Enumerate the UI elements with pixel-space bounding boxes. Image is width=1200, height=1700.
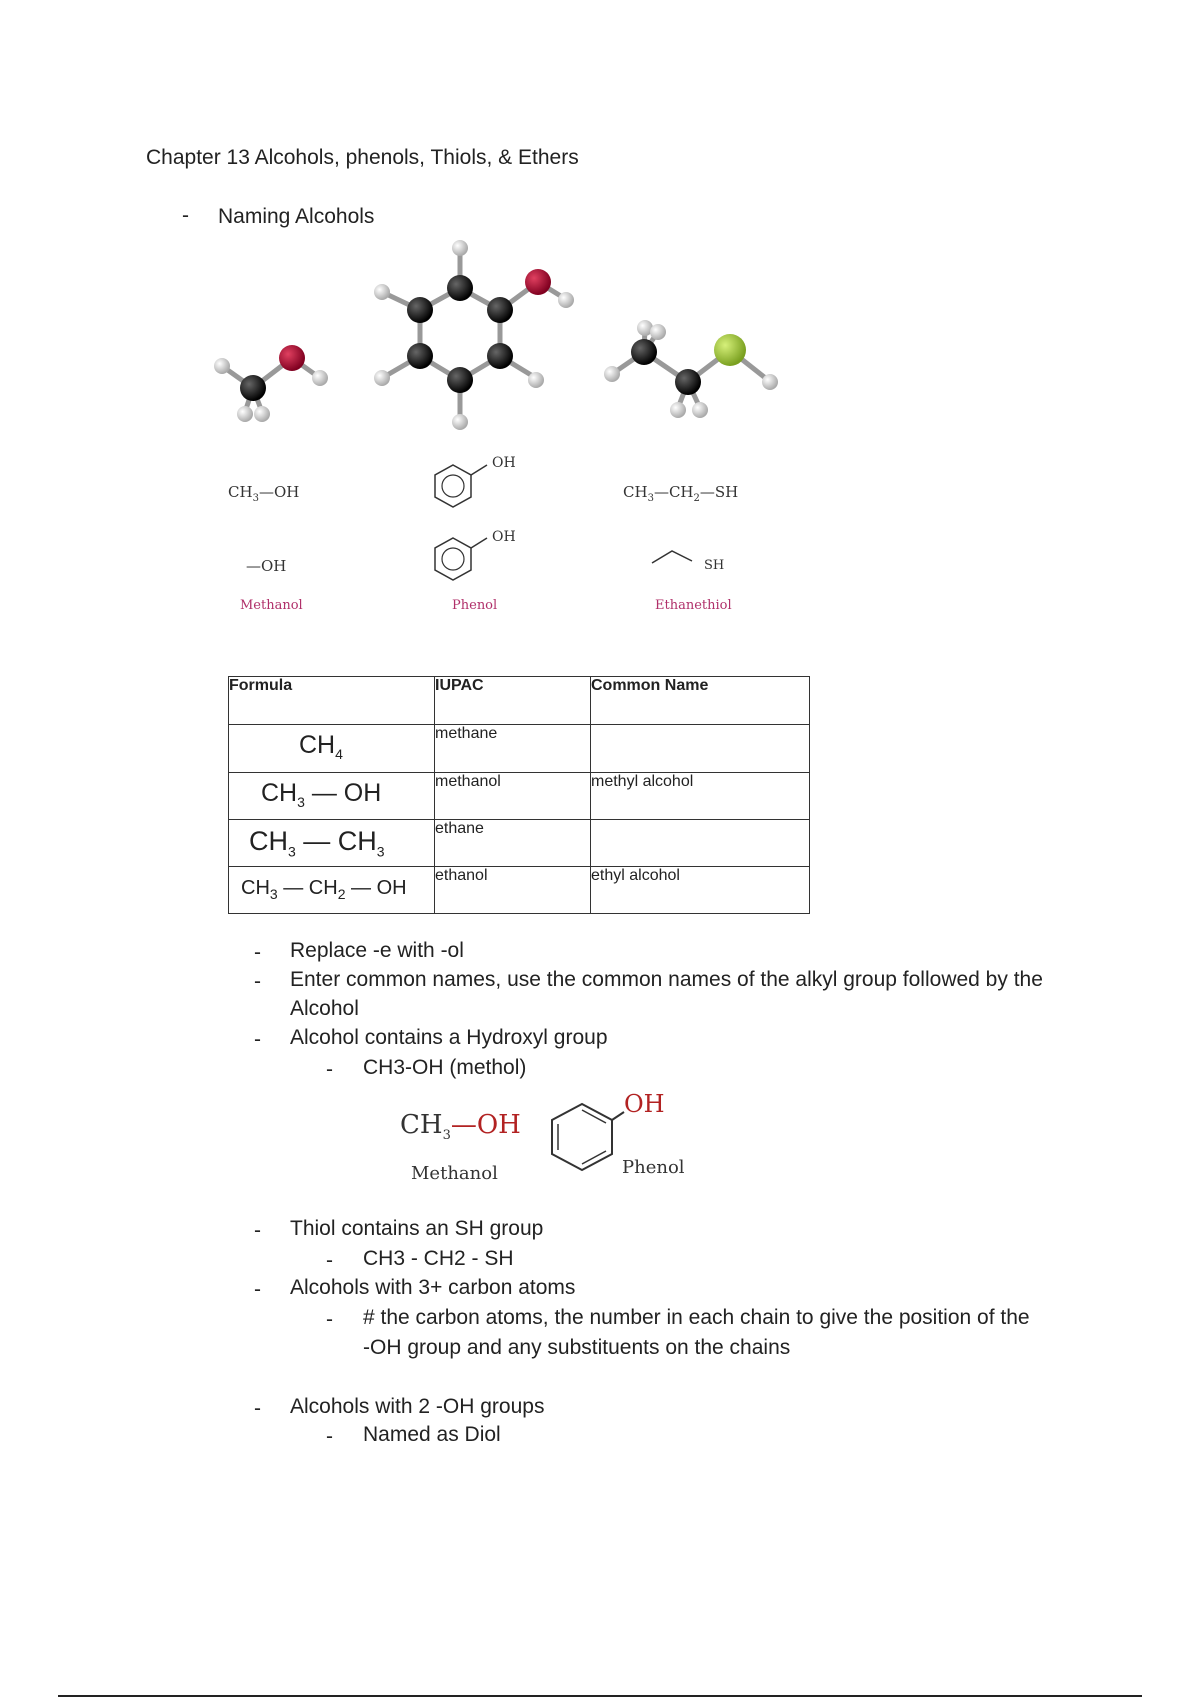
oxygen-atom bbox=[279, 345, 305, 371]
methanol-skeletal: —OH bbox=[246, 557, 287, 575]
bullet-dash: - bbox=[182, 204, 189, 227]
figure-methanol-formula: $CH_3—OH$ bbox=[400, 1110, 521, 1144]
hydrogen-atom bbox=[604, 366, 620, 382]
header-common-name: Common Name bbox=[591, 677, 810, 725]
hydrogen-atom bbox=[670, 402, 686, 418]
hydrogen-atom bbox=[237, 406, 253, 422]
table-row bbox=[229, 725, 810, 773]
oxygen-atom bbox=[525, 269, 551, 295]
carbon-atom bbox=[447, 367, 473, 393]
methanol-name: Methanol bbox=[240, 598, 303, 613]
bullet-replace-e: Replace -e with -ol bbox=[290, 939, 464, 962]
formula-cell: $CH_3$ — OH bbox=[229, 773, 435, 820]
formula-cell: $CH_4$ bbox=[229, 725, 435, 773]
common-name-cell bbox=[591, 725, 810, 773]
bullet-common-names-cont: Alcohol bbox=[290, 997, 359, 1020]
bullet-common-names: Enter common names, use the common names of the alkyl group followed by the bbox=[290, 968, 1043, 991]
phenol-skeletal-structure bbox=[425, 528, 545, 588]
sub-bullet-ch3ch2sh: CH3 - CH2 - SH bbox=[363, 1247, 514, 1270]
hydrogen-atom bbox=[254, 406, 270, 422]
bullet-3plus-carbon: Alcohols with 3+ carbon atoms bbox=[290, 1276, 576, 1299]
bullet-dash: - bbox=[254, 1397, 261, 1420]
phenol-oh-label: OH bbox=[492, 455, 516, 471]
table-row bbox=[229, 773, 810, 820]
carbon-atom bbox=[407, 343, 433, 369]
formula-cell: $CH_3$ — $CH_3$ bbox=[229, 820, 435, 867]
bullet-two-oh: Alcohols with 2 -OH groups bbox=[290, 1395, 545, 1418]
ethanethiol-model bbox=[612, 328, 768, 408]
ethanethiol-skeletal-structure bbox=[650, 545, 710, 575]
bullet-dash: - bbox=[254, 1028, 261, 1051]
phenol-ring-structure bbox=[425, 455, 545, 515]
ethanethiol-formula: $CH_3—CH_2—SH$ bbox=[623, 483, 739, 504]
carbon-atom bbox=[240, 375, 266, 401]
hydrogen-atom bbox=[558, 292, 574, 308]
sub-bullet-ch3oh: CH3-OH (methol) bbox=[363, 1056, 527, 1079]
header-iupac: IUPAC bbox=[435, 677, 591, 725]
sub-bullet-dash: - bbox=[326, 1425, 333, 1448]
iupac-cell: methane bbox=[435, 725, 591, 773]
bullet-hydroxyl: Alcohol contains a Hydroxyl group bbox=[290, 1026, 608, 1049]
methanol-formula: $CH_3—OH$ bbox=[228, 483, 300, 504]
bullet-thiol: Thiol contains an SH group bbox=[290, 1217, 544, 1240]
hydrogen-atom bbox=[452, 240, 468, 256]
common-name-cell: ethyl alcohol bbox=[591, 867, 810, 914]
iupac-cell: ethane bbox=[435, 820, 591, 867]
ethanethiol-name: Ethanethiol bbox=[655, 598, 732, 613]
hydrogen-atom bbox=[374, 284, 390, 300]
hydrogen-atom bbox=[374, 370, 390, 386]
hydrogen-atom bbox=[312, 370, 328, 386]
ethanethiol-sh-label: SH bbox=[704, 558, 725, 573]
carbon-atom bbox=[675, 369, 701, 395]
hydrogen-atom bbox=[650, 324, 666, 340]
page-bottom-rule bbox=[58, 1695, 1142, 1697]
carbon-atom bbox=[487, 343, 513, 369]
table-row bbox=[229, 820, 810, 867]
table-header-row bbox=[229, 677, 810, 725]
carbon-atom bbox=[407, 297, 433, 323]
bullet-dash: - bbox=[254, 1278, 261, 1301]
sub-bullet-dash: - bbox=[326, 1058, 333, 1081]
hydrogen-atom bbox=[528, 372, 544, 388]
carbon-atom bbox=[487, 297, 513, 323]
iupac-cell: ethanol bbox=[435, 867, 591, 914]
carbon-atom bbox=[447, 275, 473, 301]
figure-methanol-name: Methanol bbox=[411, 1163, 498, 1184]
bullet-dash: - bbox=[254, 1219, 261, 1242]
sulfur-atom bbox=[714, 334, 746, 366]
sub-bullet-number-carbons: # the carbon atoms, the number in each chain to give the position of the bbox=[363, 1306, 1030, 1329]
sub-bullet-diol: Named as Diol bbox=[363, 1423, 501, 1446]
carbon-atom bbox=[631, 339, 657, 365]
figure-phenol-oh: OH bbox=[624, 1090, 665, 1118]
figure-phenol-name: Phenol bbox=[622, 1157, 685, 1178]
hydrogen-atom bbox=[452, 414, 468, 430]
phenol-name: Phenol bbox=[452, 598, 498, 613]
header-formula: Formula bbox=[229, 677, 435, 725]
page-title: Chapter 13 Alcohols, phenols, Thiols, & Ethers bbox=[146, 146, 579, 169]
section-heading: Naming Alcohols bbox=[218, 205, 375, 228]
naming-table bbox=[228, 676, 810, 914]
sub-bullet-number-carbons-cont: -OH group and any substituents on the chains bbox=[363, 1336, 791, 1359]
bullet-dash: - bbox=[254, 970, 261, 993]
ball-stick-models bbox=[200, 230, 800, 430]
sub-bullet-dash: - bbox=[326, 1249, 333, 1272]
common-name-cell bbox=[591, 820, 810, 867]
methanol-model bbox=[222, 358, 320, 412]
iupac-cell: methanol bbox=[435, 773, 591, 820]
bullet-dash: - bbox=[254, 941, 261, 964]
common-name-cell: methyl alcohol bbox=[591, 773, 810, 820]
hydrogen-atom bbox=[762, 374, 778, 390]
sub-bullet-dash: - bbox=[326, 1308, 333, 1331]
phenol-oh-label-2: OH bbox=[492, 529, 516, 545]
hydrogen-atom bbox=[214, 358, 230, 374]
formula-cell: $CH_3$ — $CH_2$ — OH bbox=[229, 867, 435, 914]
hydrogen-atom bbox=[692, 402, 708, 418]
table-row bbox=[229, 867, 810, 914]
